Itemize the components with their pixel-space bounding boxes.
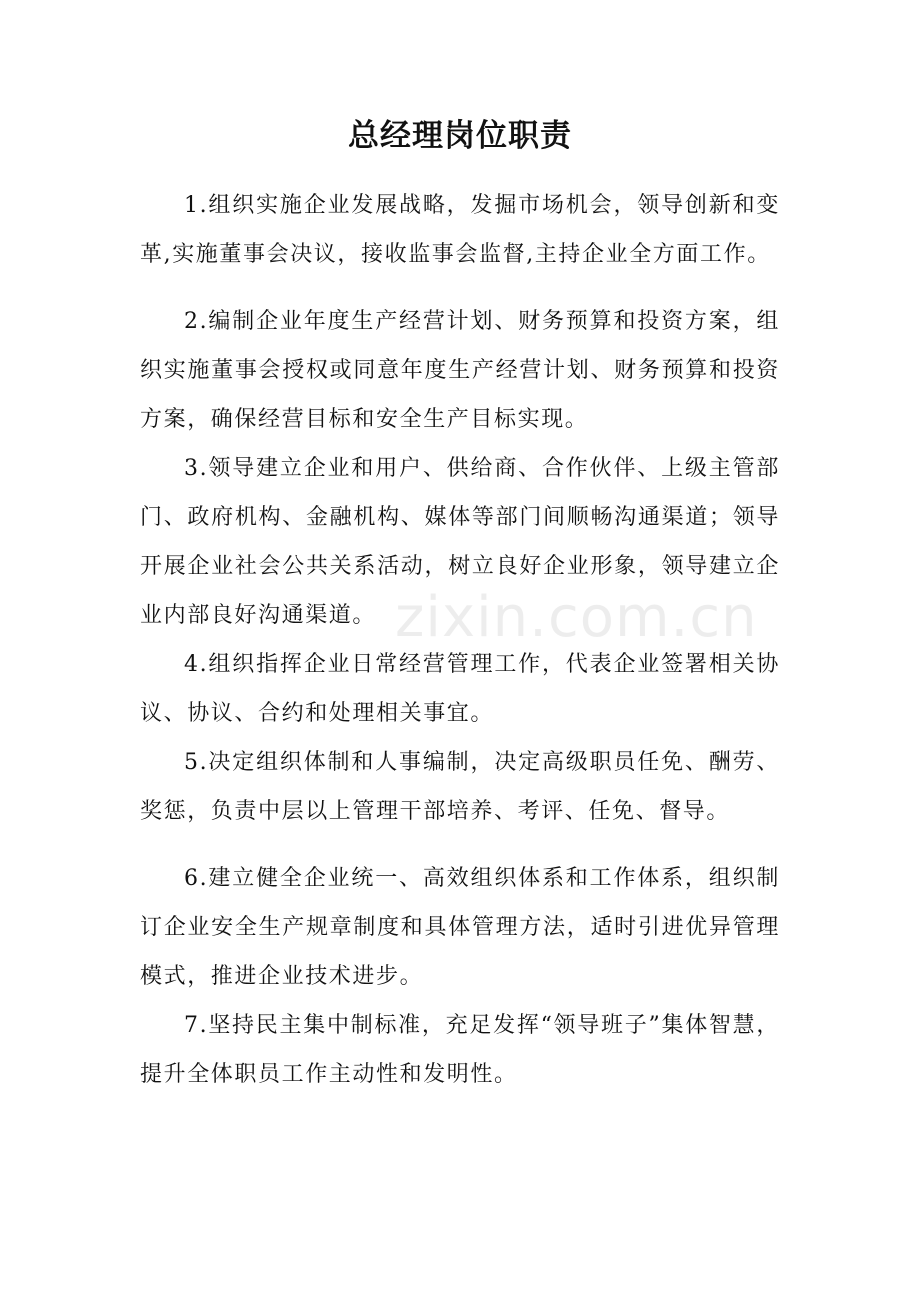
paragraph-gap <box>140 279 780 297</box>
paragraph-1: 1.组织实施企业发展战略，发掘市场机会，领导创新和变革,实施董事会决议，接收监事会监督,主持企业全方面工作。 <box>140 193 780 267</box>
paragraph-4: 4.组织指挥企业日常经营管理工作，代表企业签署相关协议、协议、合约和处理相关事宜。 <box>140 652 780 726</box>
document-title: 总经理岗位职责 <box>348 118 572 154</box>
paragraph-6: 6.建立健全企业统一、高效组织体系和工作体系，组织制订企业安全生产规章制度和具体管理方法，适时引进优异管理模式，推进企业技术进步。 <box>140 866 780 989</box>
paragraph-3: 3.领导建立企业和用户、供给商、合作伙伴、上级主管部门、政府机构、金融机构、媒体等部门间顺畅沟通渠道；领导开展企业社会公共关系活动，树立良好企业形象，领导建立企业内部良好沟通渠道。 <box>140 456 780 628</box>
paragraph-5: 5.决定组织体制和人事编制，决定高级职员任免、酬劳、奖惩，负责中层以上管理干部培养、考评、任免、督导。 <box>140 750 780 824</box>
paragraph-7: 7.坚持民主集中制标准，充足发挥“领导班子”集体智慧，提升全体职员工作主动性和发明性。 <box>140 1013 780 1087</box>
paragraph-gap <box>140 836 780 854</box>
watermark-text: zixin.com.cn <box>395 585 758 650</box>
paragraph-2: 2.编制企业年度生产经营计划、财务预算和投资方案，组织实施董事会授权或同意年度生产经营计划、财务预算和投资方案，确保经营目标和安全生产目标实现。 <box>140 309 780 432</box>
